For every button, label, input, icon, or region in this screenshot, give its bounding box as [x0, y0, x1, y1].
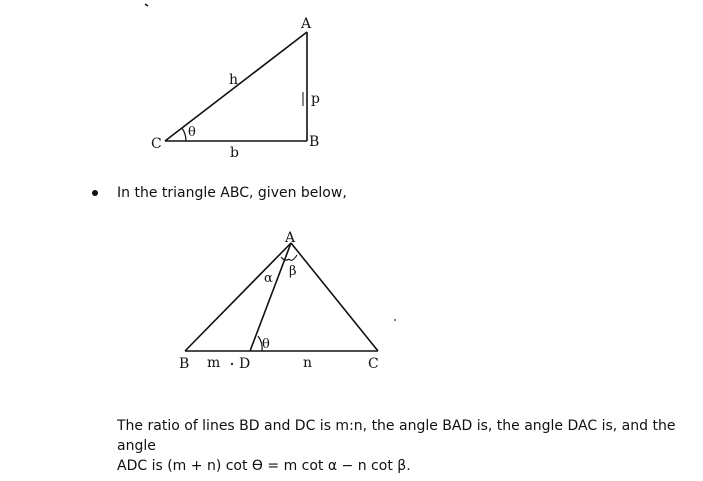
label-vertex-b: B: [309, 134, 320, 150]
cevian-triangle-figure: [179, 230, 396, 372]
cevian-ad: [250, 243, 291, 351]
tick-dot: [231, 363, 233, 365]
label-side-p: p: [311, 91, 320, 107]
label-side-b: b: [230, 145, 239, 161]
label-vertex-c: C: [368, 356, 379, 372]
angle-arc: [182, 128, 186, 141]
stray-mark: [145, 4, 148, 6]
label-side-h: h: [229, 72, 239, 88]
label-segment-m: m: [207, 355, 221, 371]
label-angle-theta: θ: [262, 337, 270, 352]
bullet-text: In the triangle ABC, given below,: [117, 185, 347, 201]
label-vertex-b: B: [179, 356, 190, 372]
label-vertex-a: A: [301, 16, 312, 32]
bullet-dot-icon: [92, 190, 98, 196]
label-angle-beta: β: [289, 264, 297, 279]
stray-dot: [394, 319, 396, 321]
angle-arc-beta: [289, 255, 297, 260]
label-vertex-c: C: [151, 136, 162, 152]
paragraph-line-2: ADC is (m + n) cot ϴ = m cot α − n cot β.: [117, 458, 411, 474]
side-ab: [185, 243, 291, 351]
label-vertex-a: A: [285, 230, 296, 246]
right-triangle-figure: [145, 4, 320, 161]
side-ac: [291, 243, 378, 351]
paragraph-line-1: The ratio of lines BD and DC is m:n, the angle BAD is, the angle DAC is, and the angle: [117, 418, 676, 454]
label-angle-alpha: α: [264, 271, 273, 286]
ratio-paragraph: [117, 416, 692, 476]
bullet-item: [92, 185, 347, 201]
label-segment-n: n: [303, 355, 313, 371]
label-point-d: D: [239, 356, 251, 372]
label-angle-theta: θ: [188, 125, 196, 140]
